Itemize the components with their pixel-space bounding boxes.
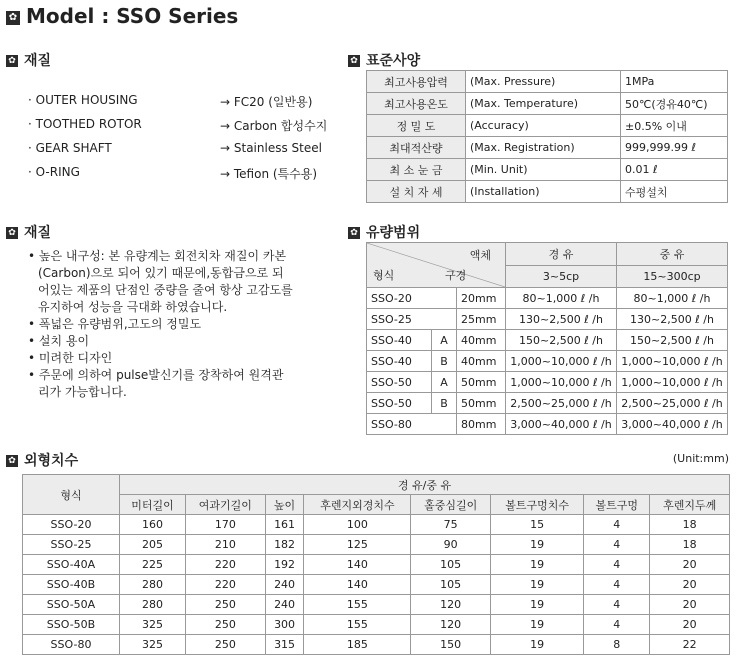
dim-model: SSO-50B (23, 615, 120, 635)
flow-model: SSO-50 (367, 372, 432, 393)
flow-table (366, 242, 728, 435)
dim-value: 4 (584, 575, 650, 595)
spec-label-ko: 최고사용압력 (367, 71, 466, 93)
spec-label-ko: 최 소 눈 금 (367, 159, 466, 181)
material-part: · GEAR SHAFT (28, 141, 112, 155)
flow-heavy: 1,000~10,000 ℓ /h (617, 351, 728, 372)
dim-value: 240 (265, 595, 304, 615)
spec-label-en: (Accuracy) (466, 115, 621, 137)
flow-type: B (432, 351, 457, 372)
dim-value: 280 (120, 575, 186, 595)
dim-value: 4 (584, 595, 650, 615)
flow-bore: 40mm (457, 330, 506, 351)
dim-value: 150 (411, 635, 491, 655)
dim-model: SSO-80 (23, 635, 120, 655)
flow-bore: 50mm (457, 393, 506, 414)
dim-column-header: 홀중심길이 (411, 495, 491, 515)
spec-row (367, 159, 728, 181)
dim-value: 19 (490, 555, 583, 575)
spec-row (367, 93, 728, 115)
spec-label-ko: 정 밀 도 (367, 115, 466, 137)
model-header: 형식 (23, 475, 120, 515)
spec-label-en: (Max. Temperature) (466, 93, 621, 115)
flow-bore: 40mm (457, 351, 506, 372)
flow-model: SSO-20 (367, 288, 457, 309)
dim-value: 205 (120, 535, 186, 555)
dim-column-header: 볼트구멍 (584, 495, 650, 515)
flow-row (367, 372, 728, 393)
dim-row (23, 555, 730, 575)
spec-value: 999,999.99 ℓ (621, 137, 728, 159)
flower-bullet-icon: ✿ (6, 227, 18, 239)
flow-model: SSO-40 (367, 330, 432, 351)
feature-item: • 주문에 의하여 pulse발신기를 장착하여 원격관리가 가능합니다. (28, 368, 284, 399)
feature-item: • 높은 내구성: 본 유량계는 회전치차 재질이 카본(Carbon)으로 되어 있기 때문에,동합금으로 되어있는 제품의 단점인 중량을 줄여 항상 고감도를 유지하여 성능을 극대화 하였습니다. (28, 249, 293, 314)
dim-column-header: 볼트구멍치수 (490, 495, 583, 515)
heavy-oil-header: 중 유 (617, 243, 728, 266)
page-title: ✿ Model : SSO Series (6, 4, 238, 28)
dim-value: 20 (650, 555, 730, 575)
flow-heavy: 150~2,500 ℓ /h (617, 330, 728, 351)
flow-type: A (432, 372, 457, 393)
dim-value: 325 (120, 635, 186, 655)
spec-label-ko: 최고사용온도 (367, 93, 466, 115)
flow-model: SSO-25 (367, 309, 457, 330)
dim-value: 8 (584, 635, 650, 655)
flow-row (367, 330, 728, 351)
flow-row (367, 288, 728, 309)
flow-diesel: 1,000~10,000 ℓ /h (506, 351, 617, 372)
dim-value: 90 (411, 535, 491, 555)
dim-model: SSO-40A (23, 555, 120, 575)
diesel-viscosity: 3~5cp (506, 265, 617, 288)
dim-value: 19 (490, 575, 583, 595)
spec-label-en: (Min. Unit) (466, 159, 621, 181)
dim-value: 4 (584, 515, 650, 535)
dim-value: 225 (120, 555, 186, 575)
dim-value: 220 (186, 555, 266, 575)
features-list (28, 248, 294, 401)
dim-column-header: 높이 (265, 495, 304, 515)
dim-value: 125 (304, 535, 411, 555)
features-heading: ✿ 재질 (6, 222, 51, 242)
flow-diesel: 1,000~10,000 ℓ /h (506, 372, 617, 393)
flow-model: SSO-50 (367, 393, 432, 414)
dim-row (23, 595, 730, 615)
diesel-header: 경 유 (506, 243, 617, 266)
flow-diesel: 2,500~25,000 ℓ /h (506, 393, 617, 414)
flow-heading: ✿ 유량범위 (348, 222, 420, 242)
dim-value: 20 (650, 615, 730, 635)
dim-value: 160 (120, 515, 186, 535)
spec-row (367, 137, 728, 159)
dim-row (23, 535, 730, 555)
flow-model: SSO-40 (367, 351, 432, 372)
material-name: → FC20 (일반용) (220, 95, 313, 109)
material-name: → Carbon 합성수지 (220, 119, 328, 133)
flower-bullet-icon: ✿ (6, 11, 20, 25)
dim-row (23, 575, 730, 595)
material-part: · TOOTHED ROTOR (28, 117, 142, 131)
dim-column-header: 후렌지두께 (650, 495, 730, 515)
group-header: 경 유/중 유 (120, 475, 730, 495)
dim-value: 19 (490, 635, 583, 655)
flow-heavy: 3,000~40,000 ℓ /h (617, 414, 728, 435)
flower-bullet-icon: ✿ (6, 55, 18, 67)
dim-value: 18 (650, 535, 730, 555)
material-name: → Tefion (특수용) (220, 167, 318, 181)
feature-item: • 미려한 디자인 (28, 351, 113, 365)
spec-label-en: (Installation) (466, 181, 621, 203)
spec-label-ko: 설 치 자 세 (367, 181, 466, 203)
dim-value: 4 (584, 615, 650, 635)
flow-bore: 50mm (457, 372, 506, 393)
dim-value: 20 (650, 575, 730, 595)
spec-label-en: (Max. Registration) (466, 137, 621, 159)
dim-value: 161 (265, 515, 304, 535)
dim-column-header: 후렌지외경치수 (304, 495, 411, 515)
flow-diesel: 130~2,500 ℓ /h (506, 309, 617, 330)
dim-value: 105 (411, 575, 491, 595)
spec-value: 50℃(경유40℃) (621, 93, 728, 115)
dim-value: 4 (584, 535, 650, 555)
dim-model: SSO-20 (23, 515, 120, 535)
flow-heavy: 130~2,500 ℓ /h (617, 309, 728, 330)
dim-row (23, 515, 730, 535)
material-row (28, 141, 328, 155)
spec-value: 0.01 ℓ (621, 159, 728, 181)
flow-diesel: 3,000~40,000 ℓ /h (506, 414, 617, 435)
flow-corner-header: 액체 형식 구경 (367, 243, 506, 288)
dimensions-heading: ✿ 외형치수 (6, 450, 78, 470)
flow-bore: 20mm (457, 288, 506, 309)
flow-row (367, 414, 728, 435)
flower-bullet-icon: ✿ (348, 55, 360, 67)
flow-heavy: 2,500~25,000 ℓ /h (617, 393, 728, 414)
dim-row (23, 635, 730, 655)
material-row (28, 165, 328, 179)
spec-row (367, 181, 728, 203)
flow-model: SSO-80 (367, 414, 457, 435)
dim-value: 300 (265, 615, 304, 635)
flower-bullet-icon: ✿ (6, 455, 18, 467)
dim-value: 100 (304, 515, 411, 535)
flow-row (367, 351, 728, 372)
spec-label-ko: 최대적산량 (367, 137, 466, 159)
dim-value: 18 (650, 515, 730, 535)
dim-value: 75 (411, 515, 491, 535)
dim-model: SSO-25 (23, 535, 120, 555)
flower-bullet-icon: ✿ (348, 227, 360, 239)
material-name: → Stainless Steel (220, 141, 322, 155)
flow-diesel: 80~1,000 ℓ /h (506, 288, 617, 309)
flow-type: A (432, 330, 457, 351)
dim-value: 325 (120, 615, 186, 635)
material-row (28, 93, 328, 107)
material-part: · OUTER HOUSING (28, 93, 138, 107)
spec-value: 1MPa (621, 71, 728, 93)
heavy-viscosity: 15~300cp (617, 265, 728, 288)
spec-row (367, 115, 728, 137)
dim-value: 250 (186, 595, 266, 615)
flow-bore: 80mm (457, 414, 506, 435)
dim-value: 250 (186, 635, 266, 655)
spec-value: 수평설치 (621, 181, 728, 203)
dim-value: 155 (304, 595, 411, 615)
dim-value: 182 (265, 535, 304, 555)
dim-column-header: 여과기길이 (186, 495, 266, 515)
spec-row (367, 71, 728, 93)
flow-row (367, 393, 728, 414)
dim-value: 19 (490, 595, 583, 615)
dim-row (23, 615, 730, 635)
dim-value: 15 (490, 515, 583, 535)
dim-value: 155 (304, 615, 411, 635)
dim-value: 120 (411, 595, 491, 615)
dim-value: 315 (265, 635, 304, 655)
dim-value: 250 (186, 615, 266, 635)
dim-model: SSO-40B (23, 575, 120, 595)
flow-diesel: 150~2,500 ℓ /h (506, 330, 617, 351)
dimensions-table (22, 474, 730, 655)
dim-value: 105 (411, 555, 491, 575)
specs-table (366, 70, 728, 203)
dim-value: 185 (304, 635, 411, 655)
dim-value: 20 (650, 595, 730, 615)
flow-heavy: 1,000~10,000 ℓ /h (617, 372, 728, 393)
flow-bore: 25mm (457, 309, 506, 330)
flow-row (367, 309, 728, 330)
dim-value: 140 (304, 555, 411, 575)
dim-value: 19 (490, 615, 583, 635)
materials-heading: ✿ 재질 (6, 50, 51, 70)
dim-value: 22 (650, 635, 730, 655)
dim-value: 192 (265, 555, 304, 575)
dim-value: 4 (584, 555, 650, 575)
dim-model: SSO-50A (23, 595, 120, 615)
flow-type: B (432, 393, 457, 414)
dim-value: 220 (186, 575, 266, 595)
material-row (28, 117, 328, 131)
dim-value: 280 (120, 595, 186, 615)
dim-value: 170 (186, 515, 266, 535)
unit-label: (Unit:mm) (672, 452, 729, 465)
feature-item: • 설치 용이 (28, 334, 90, 348)
dim-value: 140 (304, 575, 411, 595)
dim-column-header: 미터길이 (120, 495, 186, 515)
dim-value: 240 (265, 575, 304, 595)
feature-item: • 폭넓은 유량범위,고도의 정밀도 (28, 317, 202, 331)
spec-label-en: (Max. Pressure) (466, 71, 621, 93)
spec-value: ±0.5% 이내 (621, 115, 728, 137)
dim-value: 210 (186, 535, 266, 555)
flow-heavy: 80~1,000 ℓ /h (617, 288, 728, 309)
specs-heading: ✿ 표준사양 (348, 50, 420, 70)
dim-value: 19 (490, 535, 583, 555)
material-part: · O-RING (28, 165, 80, 179)
dim-value: 120 (411, 615, 491, 635)
